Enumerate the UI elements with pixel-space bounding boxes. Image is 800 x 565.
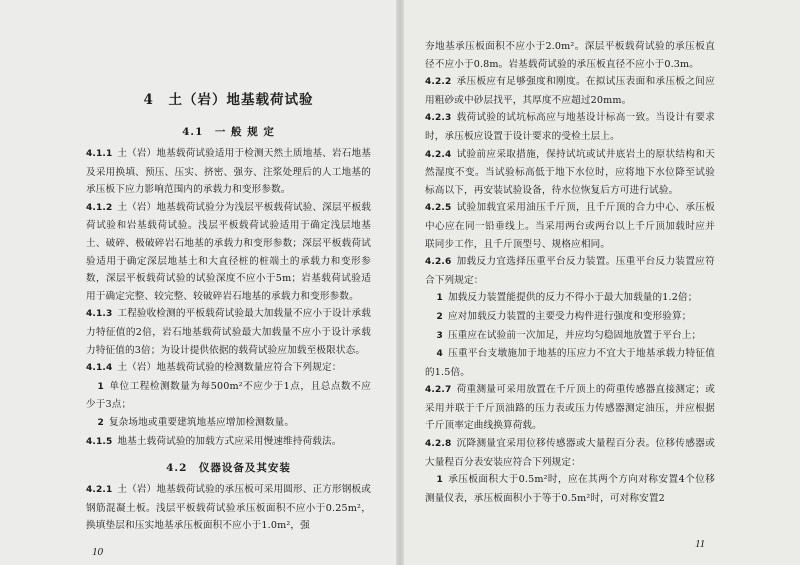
clause-4-1-2: [86, 199, 371, 306]
clause-4-2-8: [425, 435, 715, 471]
list-item: [86, 414, 371, 433]
clause-number: 4.1.2: [86, 202, 113, 213]
clause-4-2-1: [86, 481, 371, 535]
section-title-4-2: 4.2 仪器设备及其安装: [166, 462, 291, 475]
item-text: 压重平台支墩施加于地基的压应力不宜大于地基承载力特征值的1.5倍。: [425, 348, 715, 378]
item-number: 1: [436, 293, 443, 304]
clause-4-2-6: [425, 253, 715, 289]
list-item: [425, 471, 715, 507]
list-item: [86, 378, 371, 414]
item-text: 应对加载反力装置的主要受力构件进行强度和变形验算；: [447, 310, 692, 322]
item-number: 3: [436, 330, 443, 341]
page-number-left: 10: [92, 546, 103, 558]
book-gutter: [396, 0, 404, 565]
clause-text: 土（岩）地基载荷试验分为浅层平板载荷试验、深层平板载荷试验和岩基载荷试验。浅层平板载荷试验适用于确定浅层地基土、破碎、极破碎岩石地基的承载力和变形参数；深层平板载荷试验适用于确定深层地基土和大直径桩的桩端土的承载力和变形参数，深层平板载荷试验的试验深度不应小于5m；岩基载荷试验适用于确定完整、较完整、较破碎岩石地基的承载力和变形参数。: [86, 201, 371, 302]
clause-4-2-4: [425, 146, 715, 200]
clause-4-2-1-continuation: 夯地基承压板面积不应小于2.0m²。深层平板载荷试验的承压板直径不应小于0.8m。岩基载荷试验的承压板直径不应小于0.3m。: [425, 41, 715, 70]
clause-number: 4.1.1: [86, 149, 113, 159]
clause-text: 试验加载宜采用油压千斤顶，且千斤顶的合力中心、承压板中心应在同一铅垂线上。当采用两台或两台以上千斤顶加载时应并联同步工作，且千斤顶型号、规格应相同。: [425, 202, 715, 250]
item-number: 4: [436, 349, 443, 360]
section-title-4-1: 4.1 一 般 规 定: [182, 126, 275, 138]
clause-text: 承压板应有足够强度和刚度。在拟试压表面和承压板之间应用粗砂或中砂层找平，其厚度不应超过20mm。: [425, 76, 715, 106]
clause-4-2-5: [425, 199, 715, 253]
list-item: [425, 345, 715, 381]
list-item: [425, 308, 715, 327]
clause-text: 土（岩）地基载荷试验适用于检测天然土质地基、岩石地基及采用换填、预压、压实、挤密、强夯、注浆处理后的人工地基的承压板下应力影响范围内的承载力和变形参数。: [86, 148, 371, 196]
clause-number: 4.2.5: [425, 203, 452, 214]
item-text: 单位工程检测数量为每500m²不应少于1点，且总点数不应少于3点；: [86, 380, 371, 411]
item-number: 1: [97, 381, 104, 392]
clause-number: 4.1.3: [86, 309, 113, 320]
chapter-title: 4 土（岩）地基载荷试验: [143, 92, 314, 108]
clause-4-1-3: [86, 305, 371, 359]
left-page-text: [86, 90, 371, 535]
right-page-text: [425, 38, 715, 507]
clause-text: 载荷试验的试坑标高应与地基设计标高一致。当设计有要求时，承压板应设置于设计要求的受检土层上。: [425, 112, 715, 142]
clause-4-1-4: [86, 359, 371, 378]
clause-number: 4.1.5: [86, 436, 113, 447]
clause-text: 试验前应采取措施，保持试坑或试井底岩土的原状结构和天然湿度不变。当试验标高低于地下水位时，应将地下水位降至试验标高以下，再安装试验设备，待水位恢复后方可进行试验。: [425, 148, 715, 196]
clause-text: 沉降测量宜采用位移传感器或大量程百分表。位移传感器或大量程百分表安装应符合下列规定：: [425, 438, 715, 468]
clause-4-1-5: [86, 433, 371, 452]
clause-number: 4.2.3: [425, 113, 452, 124]
clause-4-2-2: [425, 73, 715, 109]
clause-4-1-1: [86, 145, 371, 199]
clause-text: 地基土载荷试验的加载方式应采用慢速维持荷载法。: [117, 435, 342, 447]
clause-number: 4.2.1: [86, 485, 113, 496]
item-number: 2: [436, 311, 443, 322]
clause-number: 4.2.4: [425, 149, 452, 160]
clause-text: 荷重测量可采用放置在千斤顶上的荷重传感器直接测定；或采用并联于千斤顶油路的压力表或压力传感器测定油压，并应根据千斤顶率定曲线换算荷载。: [425, 384, 715, 432]
clause-number: 4.2.7: [425, 385, 452, 396]
clause-text: 加载反力宜选择压重平台反力装置。压重平台反力装置应符合下列规定：: [425, 256, 715, 286]
item-text: 承压板面积大于0.5m²时，应在其两个方向对称安置4个位移测量仪表，承压板面积小于等于0.5m²时，可对称安置2: [425, 474, 715, 504]
clause-text: 工程验收检测的平板载荷试验最大加载量不应小于设计承载力特征值的2倍，岩石地基载荷试验最大加载量不应小于设计承载力特征值的3倍；为设计提供依据的载荷试验应加载至极限状态。: [86, 308, 371, 356]
clause-text: 土（岩）地基载荷试验的承压板可采用圆形、正方形钢板或钢筋混凝土板。浅层平板载荷试验承压板面积不应小于0.25m²，换填垫层和压实地基承压板面积不应小于1.0m²，强: [86, 484, 371, 532]
list-item: [425, 327, 715, 346]
clause-number: 4.2.6: [425, 257, 452, 268]
page-number-right: 11: [695, 538, 706, 550]
item-text: 加载反力装置能提供的反力不得小于最大加载量的1.2倍；: [447, 292, 698, 304]
list-item: [425, 289, 715, 308]
clause-number: 4.1.4: [86, 363, 113, 374]
item-text: 复杂场地或重要建筑地基应增加检测数量。: [108, 416, 295, 428]
clause-4-2-7: [425, 381, 715, 435]
item-number: 2: [97, 417, 104, 428]
clause-number: 4.2.2: [425, 77, 452, 88]
item-text: 压重应在试验前一次加足，并应均匀稳固地放置于平台上；: [447, 329, 702, 341]
clause-text: 土（岩）地基载荷试验的检测数量应符合下列规定：: [117, 362, 342, 374]
clause-number: 4.2.8: [425, 439, 452, 450]
clause-4-2-3: [425, 109, 715, 145]
item-number: 1: [436, 475, 443, 486]
